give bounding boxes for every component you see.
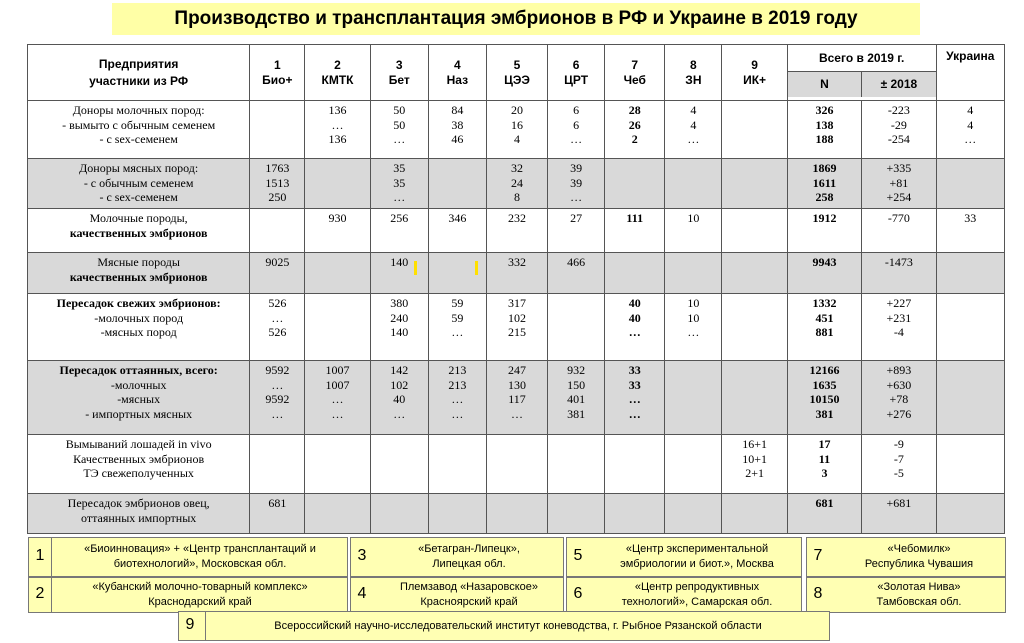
header-total-title: Всего в 2019 г. bbox=[788, 45, 936, 72]
table-row bbox=[28, 435, 1005, 494]
enterprise-8-cell bbox=[665, 159, 722, 209]
enterprise-4-cell: 346 bbox=[428, 209, 486, 253]
enterprise-3-cell: 50 50 … bbox=[370, 101, 428, 159]
enterprise-2-cell bbox=[305, 435, 370, 494]
enterprise-5-cell: 232 bbox=[486, 209, 547, 253]
enterprise-3-cell: 142 102 40 … bbox=[370, 361, 428, 435]
header-enterprise-8: 8 ЗН bbox=[665, 45, 722, 101]
total-n-cell: 326 138 188 bbox=[787, 101, 861, 159]
enterprise-8-cell: 10 10 … bbox=[665, 294, 722, 361]
enterprise-2-cell bbox=[305, 494, 370, 534]
table-row bbox=[28, 253, 1005, 294]
legend-item-3: 3 «Бетагран-Липецк», Липецкая обл. bbox=[350, 537, 564, 577]
total-delta-cell: +227 +231 -4 bbox=[862, 294, 936, 361]
ukraine-cell bbox=[936, 361, 1004, 435]
header-enterprise-6: 6 ЦРТ bbox=[548, 45, 605, 101]
total-n-cell: 1869 1611 258 bbox=[787, 159, 861, 209]
enterprise-5-cell: 317 102 215 bbox=[486, 294, 547, 361]
enterprise-6-cell: 466 bbox=[548, 253, 605, 294]
enterprise-9-cell bbox=[722, 159, 787, 209]
table-row bbox=[28, 159, 1005, 209]
total-delta-cell: -1473 bbox=[862, 253, 936, 294]
enterprise-5-cell bbox=[486, 494, 547, 534]
total-delta-cell: -770 bbox=[862, 209, 936, 253]
total-delta-cell: -9 -7 -5 bbox=[862, 435, 936, 494]
enterprise-9-cell bbox=[722, 209, 787, 253]
enterprise-4-cell: 59 59 … bbox=[428, 294, 486, 361]
enterprise-3-cell: 256 bbox=[370, 209, 428, 253]
header-enterprise-2: 2 КМТК bbox=[305, 45, 370, 101]
enterprise-1-cell bbox=[250, 101, 305, 159]
header-enterprise-5: 5 ЦЭЭ bbox=[486, 45, 547, 101]
ukraine-cell bbox=[936, 253, 1004, 294]
enterprise-5-cell: 332 bbox=[486, 253, 547, 294]
ukraine-cell bbox=[936, 294, 1004, 361]
header-total-delta: ± 2018 bbox=[862, 72, 935, 97]
enterprise-8-cell bbox=[665, 494, 722, 534]
enterprise-9-cell: 16+1 10+1 2+1 bbox=[722, 435, 787, 494]
header-participants: Предприятия участники из РФ bbox=[28, 45, 250, 101]
total-n-cell: 12166 1635 10150 381 bbox=[787, 361, 861, 435]
enterprise-7-cell: 33 33 … … bbox=[605, 361, 665, 435]
header-enterprise-1: 1 Био+ bbox=[250, 45, 305, 101]
enterprise-7-cell bbox=[605, 435, 665, 494]
enterprise-2-cell bbox=[305, 253, 370, 294]
ukraine-cell bbox=[936, 494, 1004, 534]
legend-item-5: 5 «Центр экспериментальной эмбриологии и биот.», Москва bbox=[566, 537, 802, 577]
header-enterprise-7: 7 Чеб bbox=[605, 45, 665, 101]
enterprise-2-cell: 930 bbox=[305, 209, 370, 253]
highlight-marker bbox=[414, 261, 417, 275]
header-ukraine: Украина bbox=[936, 45, 1004, 101]
enterprise-9-cell bbox=[722, 101, 787, 159]
table-row bbox=[28, 361, 1005, 435]
enterprise-2-cell bbox=[305, 294, 370, 361]
enterprise-1-cell: 1763 1513 250 bbox=[250, 159, 305, 209]
enterprise-1-cell: 681 bbox=[250, 494, 305, 534]
ukraine-cell bbox=[936, 159, 1004, 209]
enterprise-1-cell: 526 … 526 bbox=[250, 294, 305, 361]
row-label: Вымываний лошадей in vivo Качественных эмбрионов ТЭ свежеполученных bbox=[28, 435, 250, 494]
enterprise-3-cell: 140 bbox=[370, 253, 428, 294]
enterprise-7-cell bbox=[605, 494, 665, 534]
enterprise-6-cell: 27 bbox=[548, 209, 605, 253]
ukraine-cell: 33 bbox=[936, 209, 1004, 253]
legend-item-1: 1 «Биоинновация» + «Центр трансплантаций и биотехнологий», Московская обл. bbox=[28, 537, 348, 577]
enterprise-8-cell bbox=[665, 253, 722, 294]
enterprise-6-cell: 6 6 … bbox=[548, 101, 605, 159]
header-enterprise-9: 9 ИК+ bbox=[722, 45, 787, 101]
enterprise-1-cell: 9592 … 9592 … bbox=[250, 361, 305, 435]
enterprise-9-cell bbox=[722, 494, 787, 534]
highlight-marker bbox=[475, 261, 478, 275]
total-n-cell: 1912 bbox=[787, 209, 861, 253]
row-label: Доноры молочных пород: - вымыто с обычным семенем - с sex-семенем bbox=[28, 101, 250, 159]
legend-item-6: 6 «Центр репродуктивных технологий», Самарская обл. bbox=[566, 577, 802, 613]
enterprise-2-cell: 136 … 136 bbox=[305, 101, 370, 159]
row-label: Молочные породы, качественных эмбрионов bbox=[28, 209, 250, 253]
enterprise-7-cell bbox=[605, 159, 665, 209]
enterprise-6-cell bbox=[548, 435, 605, 494]
enterprise-5-cell: 20 16 4 bbox=[486, 101, 547, 159]
row-label: Пересадок эмбрионов овец, оттаянных импортных bbox=[28, 494, 250, 534]
legend-item-8: 8 «Золотая Нива» Тамбовская обл. bbox=[806, 577, 1006, 613]
enterprise-3-cell: 35 35 … bbox=[370, 159, 428, 209]
enterprise-8-cell bbox=[665, 361, 722, 435]
total-n-cell: 681 bbox=[787, 494, 861, 534]
table-row bbox=[28, 494, 1005, 534]
total-delta-cell: -223 -29 -254 bbox=[862, 101, 936, 159]
enterprise-6-cell: 932 150 401 381 bbox=[548, 361, 605, 435]
enterprise-4-cell bbox=[428, 494, 486, 534]
enterprise-9-cell bbox=[722, 294, 787, 361]
row-label: Доноры мясных пород: - с обычным семенем - с sex-семенем bbox=[28, 159, 250, 209]
enterprise-9-cell bbox=[722, 361, 787, 435]
enterprise-3-cell bbox=[370, 494, 428, 534]
ukraine-cell bbox=[936, 435, 1004, 494]
enterprise-4-cell bbox=[428, 435, 486, 494]
total-n-cell: 1332 451 881 bbox=[787, 294, 861, 361]
legend-item-4: 4 Племзавод «Назаровское» Красноярский край bbox=[350, 577, 564, 613]
enterprise-7-cell: 28 26 2 bbox=[605, 101, 665, 159]
ukraine-cell: 4 4 … bbox=[936, 101, 1004, 159]
total-delta-cell: +893 +630 +78 +276 bbox=[862, 361, 936, 435]
enterprise-8-cell: 4 4 … bbox=[665, 101, 722, 159]
enterprise-7-cell bbox=[605, 253, 665, 294]
enterprise-1-cell: 9025 bbox=[250, 253, 305, 294]
enterprise-6-cell: 39 39 … bbox=[548, 159, 605, 209]
total-delta-cell: +681 bbox=[862, 494, 936, 534]
embryo-table bbox=[27, 44, 1005, 534]
table-row bbox=[28, 101, 1005, 159]
table-row bbox=[28, 294, 1005, 361]
legend-item-2: 2 «Кубанский молочно-товарный комплекс» Краснодарский край bbox=[28, 577, 348, 613]
enterprise-8-cell: 10 bbox=[665, 209, 722, 253]
enterprise-2-cell bbox=[305, 159, 370, 209]
enterprise-6-cell bbox=[548, 494, 605, 534]
enterprise-6-cell bbox=[548, 294, 605, 361]
row-label: Пересадок свежих эмбрионов: -молочных пород -мясных пород bbox=[28, 294, 250, 361]
header-enterprise-3: 3 Бет bbox=[370, 45, 428, 101]
enterprise-5-cell bbox=[486, 435, 547, 494]
enterprise-1-cell bbox=[250, 209, 305, 253]
enterprise-8-cell bbox=[665, 435, 722, 494]
enterprise-5-cell: 32 24 8 bbox=[486, 159, 547, 209]
total-delta-cell: +335 +81 +254 bbox=[862, 159, 936, 209]
enterprise-7-cell: 111 bbox=[605, 209, 665, 253]
table-body bbox=[28, 101, 1005, 534]
enterprise-5-cell: 247 130 117 … bbox=[486, 361, 547, 435]
table-row bbox=[28, 209, 1005, 253]
page-title: Производство и трансплантация эмбрионов в РФ и Украине в 2019 году bbox=[112, 3, 920, 35]
enterprise-7-cell: 40 40 … bbox=[605, 294, 665, 361]
header-total-n: N bbox=[788, 72, 862, 97]
row-label: Мясные породы качественных эмбрионов bbox=[28, 253, 250, 294]
header-enterprise-4: 4 Наз bbox=[428, 45, 486, 101]
enterprise-3-cell bbox=[370, 435, 428, 494]
header-row bbox=[28, 45, 1005, 101]
enterprise-3-cell: 380 240 140 bbox=[370, 294, 428, 361]
enterprise-2-cell: 1007 1007 … … bbox=[305, 361, 370, 435]
legend-item-9: 9 Всероссийский научно-исследовательский институт коневодства, г. Рыбное Рязанской области bbox=[178, 611, 830, 641]
enterprise-4-cell bbox=[428, 159, 486, 209]
total-n-cell: 17 11 3 bbox=[787, 435, 861, 494]
enterprise-4-cell: 84 38 46 bbox=[428, 101, 486, 159]
enterprise-4-cell: 213 213 … … bbox=[428, 361, 486, 435]
total-n-cell: 9943 bbox=[787, 253, 861, 294]
legend-item-7: 7 «Чебомилк» Республика Чувашия bbox=[806, 537, 1006, 577]
row-label: Пересадок оттаянных, всего: -молочных -мясных - импортных мясных bbox=[28, 361, 250, 435]
enterprise-1-cell bbox=[250, 435, 305, 494]
header-total bbox=[787, 45, 936, 101]
enterprise-9-cell bbox=[722, 253, 787, 294]
